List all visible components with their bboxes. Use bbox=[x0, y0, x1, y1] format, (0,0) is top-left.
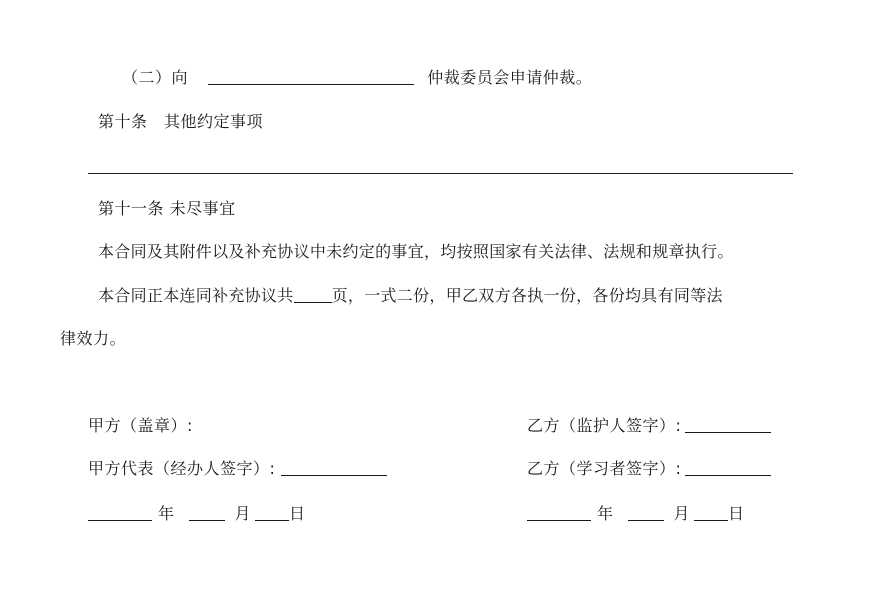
party-a-date bbox=[88, 506, 306, 522]
article10-heading: 第十条 其他约定事项 bbox=[98, 112, 264, 131]
paragraph2-part1: 本合同正本连同补充协议共 bbox=[98, 286, 294, 305]
article11-heading: 第十一条 未尽事宜 bbox=[98, 199, 236, 218]
party-a-day-label: 日 bbox=[289, 504, 306, 523]
paragraph2-continuation: 律效力。 bbox=[60, 329, 127, 348]
party-a-year-blank bbox=[88, 506, 152, 521]
party-a-rep-label: 甲方代表（经办人签字）: bbox=[88, 459, 276, 478]
party-b-year-blank bbox=[527, 506, 591, 521]
party-a-year-label: 年 bbox=[158, 504, 175, 523]
other-matters-blank-line bbox=[88, 173, 793, 174]
party-b-learner-signature-blank bbox=[685, 461, 771, 476]
party-b-learner bbox=[527, 461, 771, 477]
party-b-guardian-signature-blank bbox=[685, 418, 771, 433]
party-a-month-blank bbox=[189, 506, 225, 521]
party-a-representative bbox=[88, 461, 387, 477]
article11-paragraph1: 本合同及其附件以及补充协议中未约定的事宜，均按照国家有关法律、法规和规章执行。 bbox=[98, 242, 734, 261]
arbitration-blank bbox=[208, 70, 414, 85]
party-b-guardian bbox=[527, 418, 771, 434]
party-a-seal-label: 甲方（盖章）: bbox=[88, 416, 193, 435]
party-b-year-label: 年 bbox=[597, 504, 614, 523]
arbitration-prefix: （二）向 bbox=[122, 68, 189, 87]
paragraph2-part2: 页，一式二份，甲乙双方各执一份，各份均具有同等法 bbox=[331, 286, 723, 305]
arbitration-suffix: 仲裁委员会申请仲裁。 bbox=[427, 68, 593, 87]
party-b-learner-label: 乙方（学习者签字）: bbox=[527, 459, 682, 478]
article11-paragraph2 bbox=[98, 288, 723, 304]
party-a-month-label: 月 bbox=[234, 504, 252, 523]
page-count-blank bbox=[294, 288, 332, 303]
party-a-rep-signature-blank bbox=[281, 461, 387, 476]
party-b-date bbox=[527, 506, 745, 522]
party-a-day-blank bbox=[255, 506, 289, 521]
party-b-guardian-label: 乙方（监护人签字）: bbox=[527, 416, 682, 435]
party-b-month-blank bbox=[628, 506, 664, 521]
arbitration-line bbox=[122, 70, 592, 86]
party-b-day-blank bbox=[694, 506, 728, 521]
party-b-month-label: 月 bbox=[673, 504, 691, 523]
party-b-day-label: 日 bbox=[728, 504, 745, 523]
